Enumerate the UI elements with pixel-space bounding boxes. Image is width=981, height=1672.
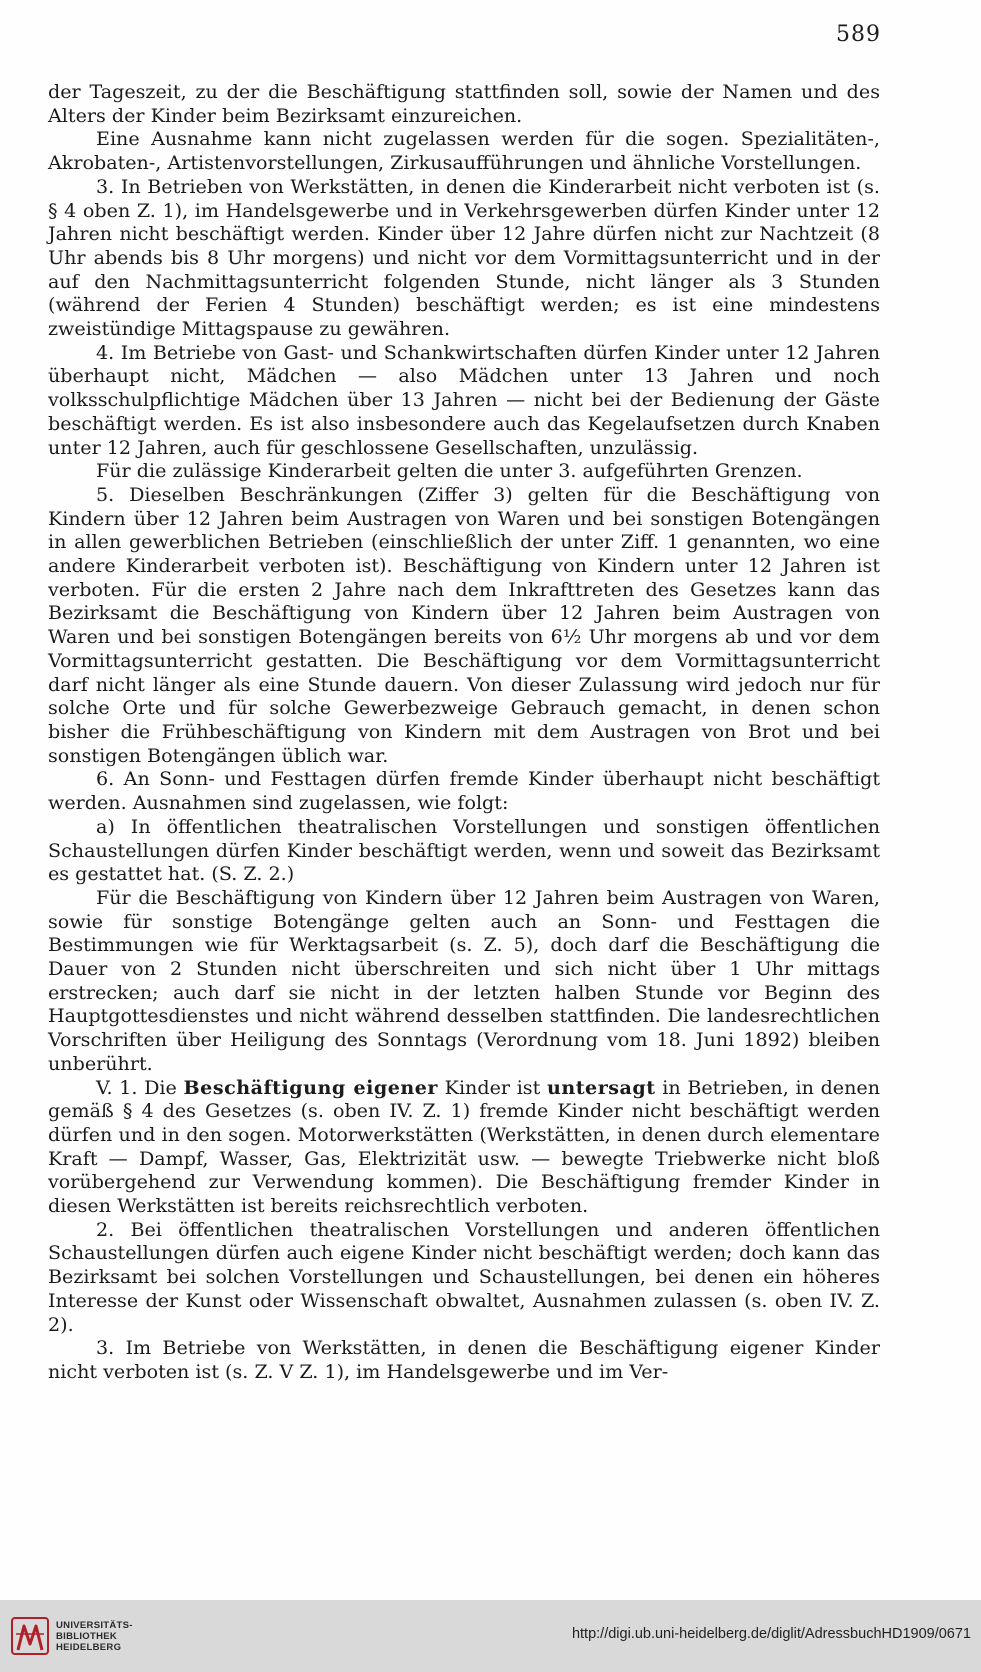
v1-mid: Kinder ist: [437, 1075, 547, 1099]
v1-bold-prohibited: untersagt: [546, 1075, 656, 1099]
paragraph-v1-own-children: [48, 1076, 880, 1218]
paragraph-continuation: der Tageszeit, zu der die Beschäftigung stattfinden soll, sowie der Namen und des Alters der Kinder beim Bezirksamt einzureichen.: [48, 80, 880, 127]
library-name: [56, 1620, 133, 1653]
page-number: 589: [836, 22, 881, 47]
paragraph-6a-theatre: a) In öffentlichen theatralischen Vorstellungen und sonstigen öffentlichen Schaustellungen dürfen Kinder beschäftigt werden, wenn und soweit das Bezirksamt es gestattet hat. (S. Z. 2.): [48, 814, 880, 886]
v1-rest: in Betrieben, in denen gemäß § 4 des Gesetzes (s. oben IV. Z. 1) fremde Kinder nicht beschäftigt werden dürfen und in den sogen. Motorwerkstätten (Werkstätten, in denen durch elementare Kraft — Dampf, Wasser, Gas, Elektrizität usw. — bewegte Triebwerke nicht bloß vorübergehend zur Verwendung kommen). Die Beschäftigung fremder Kinder in diesen Werkstätten ist bereits reichsrechtlich verboten.: [48, 1075, 880, 1218]
v1-bold-employment: Beschäftigung eigener: [183, 1075, 438, 1099]
paragraph-4-inns: 4. Im Betriebe von Gast- und Schankwirtschaften dürfen Kinder unter 12 Jahren überhaupt nicht, Mädchen — also Mädchen unter 13 Jahren und noch volksschulpflichtige Mädchen über 13 Jahren — nicht bei der Bedienung der Gäste beschäftigt werden. Es ist also insbesondere auch das Kegelaufsetzen durch Knaben unter 12 Jahren, auch für geschlossene Gesellschaften, unzulässig.: [48, 340, 880, 459]
paragraph-v2-performances: 2. Bei öffentlichen theatralischen Vorstellungen und anderen öffentlichen Schaustellungen dürfen auch eigene Kinder nicht beschäftigt werden; doch kann das Bezirksamt bei solchen Vorstellungen und Schaustellungen, bei denen ein höheres Interesse der Kunst oder Wissenschaft obwaltet, Ausnahmen zulassen (s. oben IV. Z. 2).: [48, 1217, 880, 1336]
body-text: [48, 80, 880, 1384]
paragraph-limits: Für die zulässige Kinderarbeit gelten die unter 3. aufgeführten Grenzen.: [96, 459, 803, 483]
library-name-line: HEIDELBERG: [56, 1642, 122, 1653]
paragraph-exception: Eine Ausnahme kann nicht zugelassen werden für die sogen. Spezialitäten-, Akrobaten-, Artistenvorstellungen, Zirkusaufführungen und ähnliche Vorstellungen.: [48, 127, 880, 175]
permalink-url[interactable]: http://digi.ub.uni-heidelberg.de/diglit/AdressbuchHD1909/0671: [571, 1626, 971, 1642]
university-library-logo-icon: [10, 1614, 50, 1658]
paragraph-3-workshops: 3. In Betrieben von Werkstätten, in denen die Kinderarbeit nicht verboten ist (s. § 4 oben Z. 1), im Handelsgewerbe und in Verkehrsgewerben dürfen Kinder unter 12 Jahren nicht beschäftigt werden. Kinder über 12 Jahre dürfen nicht zur Nachtzeit (8 Uhr abends bis 8 Uhr morgens) und nicht vor dem Vormittagsunterricht und in der auf den Nachmittagsunterricht folgenden Stunde, nicht länger als 3 Stunden (während der Ferien 4 Stunden) beschäftigt werden; es ist eine mindestens zweistündige Mittagspause zu gewähren.: [48, 174, 880, 341]
paragraph-5-delivery: 5. Dieselben Beschränkungen (Ziffer 3) gelten für die Beschäftigung von Kindern über 12 Jahren beim Austragen von Waren und bei sonstigen Botengängen in allen gewerblichen Betrieben (einschließlich der unter Ziff. 1 genannten, wo eine andere Kinderarbeit verboten ist). Beschäftigung von Kindern unter 12 Jahren ist verboten. Für die ersten 2 Jahre nach dem Inkrafttreten des Gesetzes kann das Bezirksamt die Beschäftigung von Kindern über 12 Jahren beim Austragen von Waren und bei sonstigen Botengängen bereits von 6½ Uhr morgens ab und vor dem Vormittagsunterricht gestatten. Die Beschäftigung vor dem Vormittagsunterricht darf nicht länger als eine Stunde dauern. Von dieser Zulassung wird jedoch nur für solche Orte und für solche Gewerbezweige Gebrauch gemacht, in denen schon bisher die Frühbeschäftigung von Kindern mit dem Austragen von Brot und bei sonstigen Botengängen üblich war.: [48, 482, 880, 767]
library-name-line: UNIVERSITÄTS-: [56, 1620, 133, 1631]
paragraph-sunday-delivery: Für die Beschäftigung von Kindern über 12 Jahren beim Austragen von Waren, sowie für sonstige Botengänge gelten auch an Sonn- und Festtagen die Bestimmungen wie für Werktagsarbeit (s. Z. 5), doch darf die Beschäftigung die Dauer von 2 Stunden nicht überschreiten und sich nicht über 1 Uhr mittags erstrecken; auch darf sie nicht in der letzten halben Stunde vor Beginn des Hauptgottesdienstes und nicht während desselben stattfinden. Die landesrechtlichen Vorschriften über Heiligung des Sonntags (Verordnung vom 18. Juni 1892) bleiben unberührt.: [48, 885, 880, 1075]
library-name-line: BIBLIOTHEK: [56, 1631, 118, 1642]
v1-lead: V. 1. Die: [96, 1075, 184, 1099]
viewer-footer: [0, 1600, 981, 1672]
paragraph-6-sundays: 6. An Sonn- und Festtagen dürfen fremde Kinder überhaupt nicht beschäftigt werden. Ausnahmen sind zugelassen, wie folgt:: [48, 767, 880, 815]
paragraph-v3-workshops: 3. Im Betriebe von Werkstätten, in denen die Beschäftigung eigener Kinder nicht verboten ist (s. Z. V Z. 1), im Handelsgewerbe und im Ver-: [48, 1336, 880, 1383]
